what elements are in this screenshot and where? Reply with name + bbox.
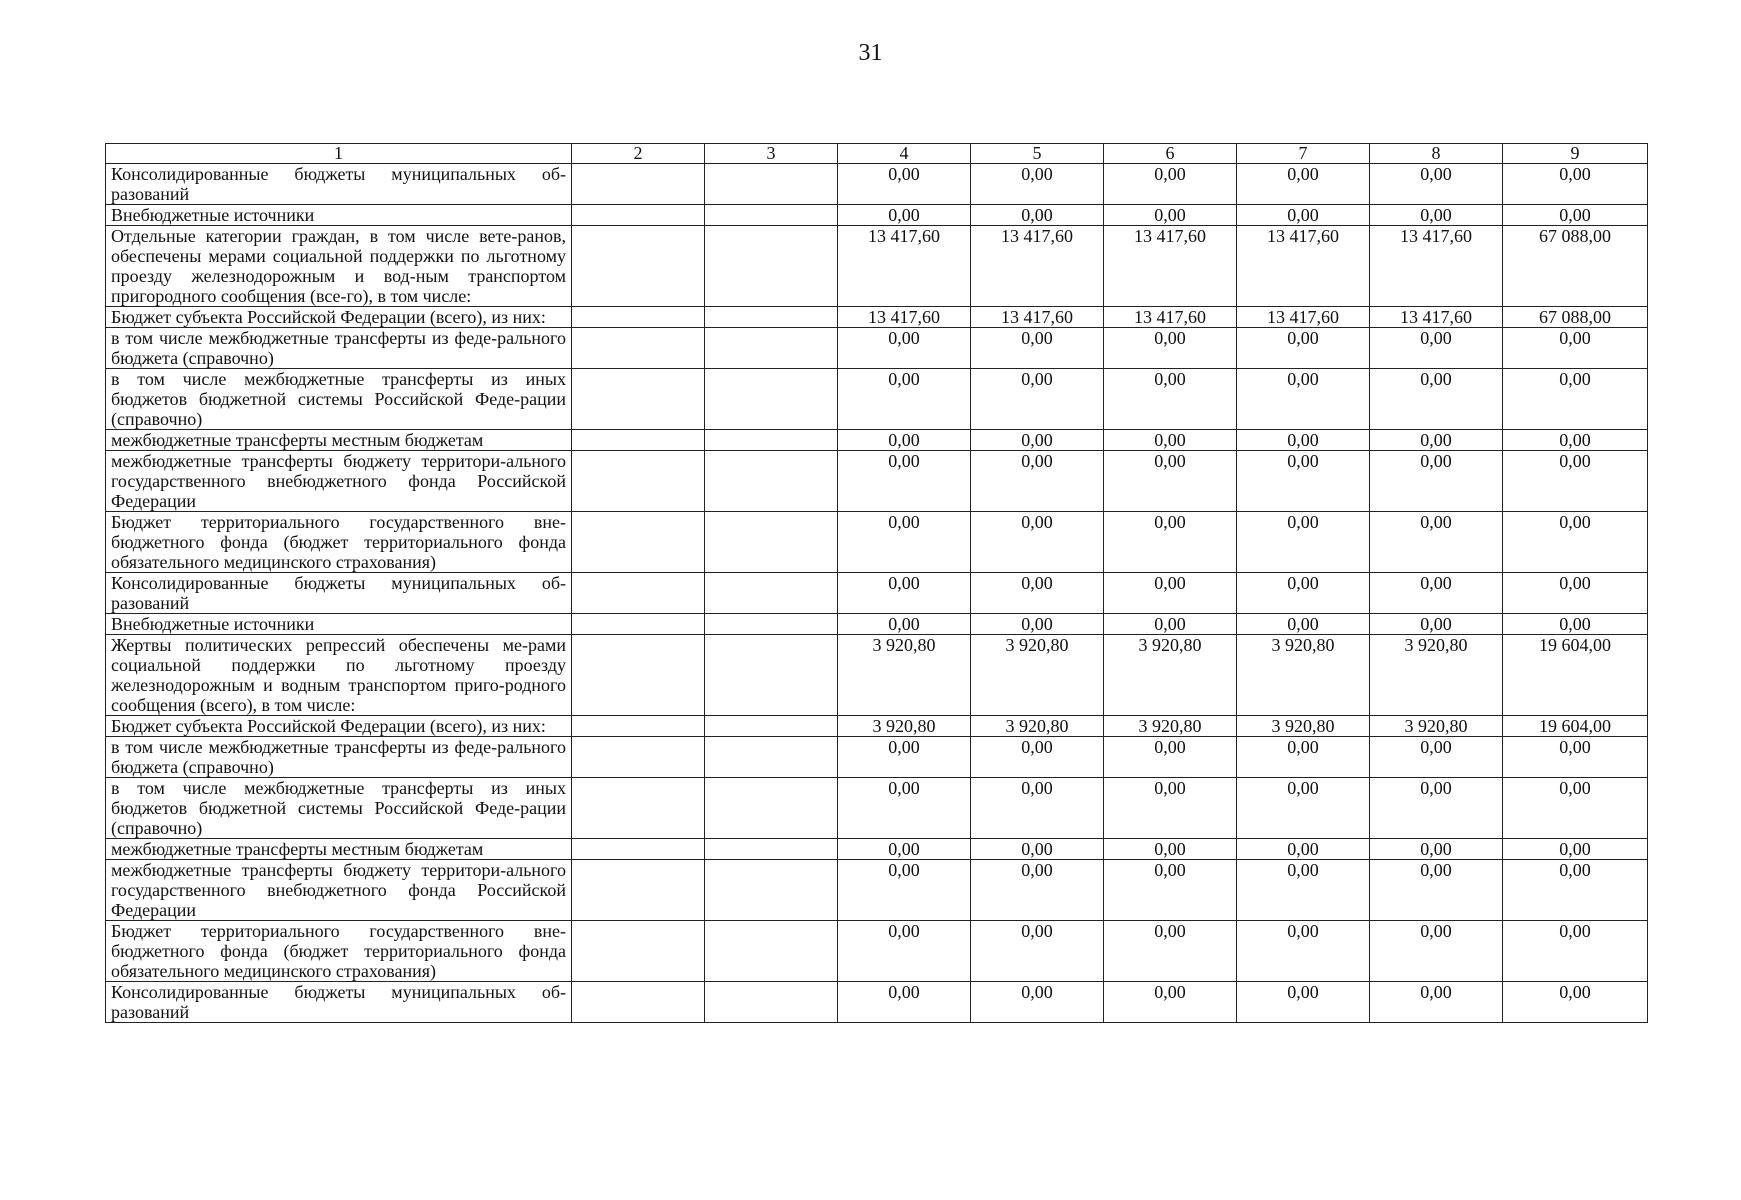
table-row	[106, 430, 1648, 451]
value-cell: 3 920,80	[1104, 716, 1237, 737]
empty-cell	[572, 839, 705, 860]
table-row	[106, 164, 1648, 205]
table-row	[106, 860, 1648, 921]
empty-cell	[572, 164, 705, 205]
value-cell: 0,00	[1503, 164, 1648, 205]
value-cell: 0,00	[971, 512, 1104, 573]
value-cell: 0,00	[1237, 860, 1370, 921]
value-cell: 0,00	[1237, 839, 1370, 860]
value-cell: 0,00	[1237, 982, 1370, 1023]
value-cell: 0,00	[1503, 328, 1648, 369]
value-cell: 0,00	[1503, 778, 1648, 839]
empty-cell	[705, 716, 838, 737]
value-cell: 0,00	[971, 205, 1104, 226]
value-cell: 0,00	[1104, 205, 1237, 226]
value-cell: 0,00	[1104, 982, 1237, 1023]
value-cell: 0,00	[1370, 614, 1503, 635]
empty-cell	[705, 635, 838, 716]
value-cell: 0,00	[971, 860, 1104, 921]
empty-cell	[572, 778, 705, 839]
value-cell: 3 920,80	[1370, 635, 1503, 716]
value-cell: 0,00	[1503, 982, 1648, 1023]
empty-cell	[572, 921, 705, 982]
empty-cell	[705, 982, 838, 1023]
value-cell: 0,00	[1237, 205, 1370, 226]
row-label: Бюджет территориального государственного вне-бюджетного фонда (бюджет территориального фонда обязательного медицинского страхования)	[106, 512, 572, 573]
value-cell: 3 920,80	[971, 716, 1104, 737]
row-label: Бюджет субъекта Российской Федерации (всего), из них:	[106, 307, 572, 328]
value-cell: 0,00	[971, 778, 1104, 839]
row-label: в том числе межбюджетные трансферты из феде-рального бюджета (справочно)	[106, 328, 572, 369]
value-cell: 0,00	[971, 430, 1104, 451]
budget-table	[105, 143, 1648, 1023]
value-cell: 0,00	[971, 982, 1104, 1023]
header-row	[106, 144, 1648, 164]
row-label: Отдельные категории граждан, в том числе вете-ранов, обеспечены мерами социальной поддержки по льготному проезду железнодорожным и вод-ным транспортом пригородного сообщения (все-го), в том числе:	[106, 226, 572, 307]
value-cell: 0,00	[1503, 737, 1648, 778]
value-cell: 0,00	[1237, 451, 1370, 512]
value-cell: 0,00	[1237, 921, 1370, 982]
table-row	[106, 512, 1648, 573]
column-header: 3	[705, 144, 838, 164]
row-label: Жертвы политических репрессий обеспечены ме-рами социальной поддержки по льготному проезду железнодорожным и водным транспортом приго-родного сообщения (всего), в том числе:	[106, 635, 572, 716]
empty-cell	[705, 512, 838, 573]
row-label: Консолидированные бюджеты муниципальных об-разований	[106, 982, 572, 1023]
value-cell: 3 920,80	[838, 635, 971, 716]
value-cell: 0,00	[1237, 737, 1370, 778]
value-cell: 0,00	[1237, 430, 1370, 451]
empty-cell	[705, 839, 838, 860]
row-label: Бюджет субъекта Российской Федерации (всего), из них:	[106, 716, 572, 737]
column-header: 6	[1104, 144, 1237, 164]
empty-cell	[705, 328, 838, 369]
value-cell: 0,00	[1237, 328, 1370, 369]
value-cell: 0,00	[1503, 451, 1648, 512]
empty-cell	[572, 307, 705, 328]
value-cell: 13 417,60	[838, 307, 971, 328]
value-cell: 0,00	[1104, 921, 1237, 982]
value-cell: 0,00	[1503, 573, 1648, 614]
empty-cell	[572, 982, 705, 1023]
value-cell: 0,00	[1370, 205, 1503, 226]
empty-cell	[705, 430, 838, 451]
row-label: Бюджет территориального государственного вне-бюджетного фонда (бюджет территориального фонда обязательного медицинского страхования)	[106, 921, 572, 982]
value-cell: 0,00	[838, 614, 971, 635]
value-cell: 0,00	[838, 328, 971, 369]
value-cell: 0,00	[1503, 839, 1648, 860]
table-row	[106, 982, 1648, 1023]
empty-cell	[705, 860, 838, 921]
value-cell: 0,00	[838, 860, 971, 921]
value-cell: 0,00	[971, 328, 1104, 369]
table-row	[106, 451, 1648, 512]
value-cell: 0,00	[1237, 614, 1370, 635]
table-row	[106, 307, 1648, 328]
value-cell: 0,00	[1104, 573, 1237, 614]
empty-cell	[572, 635, 705, 716]
value-cell: 0,00	[1503, 205, 1648, 226]
empty-cell	[705, 226, 838, 307]
table-row	[106, 921, 1648, 982]
value-cell: 0,00	[1370, 430, 1503, 451]
value-cell: 0,00	[971, 573, 1104, 614]
value-cell: 0,00	[838, 737, 971, 778]
empty-cell	[572, 860, 705, 921]
table-row	[106, 369, 1648, 430]
table-row	[106, 614, 1648, 635]
table-body	[106, 164, 1648, 1023]
value-cell: 0,00	[1104, 328, 1237, 369]
value-cell: 0,00	[838, 982, 971, 1023]
value-cell: 3 920,80	[1237, 716, 1370, 737]
value-cell: 0,00	[1370, 164, 1503, 205]
value-cell: 13 417,60	[971, 226, 1104, 307]
value-cell: 0,00	[1104, 451, 1237, 512]
value-cell: 13 417,60	[1237, 226, 1370, 307]
value-cell: 19 604,00	[1503, 716, 1648, 737]
value-cell: 0,00	[1370, 839, 1503, 860]
empty-cell	[572, 226, 705, 307]
empty-cell	[572, 716, 705, 737]
row-label: Консолидированные бюджеты муниципальных об-разований	[106, 573, 572, 614]
table-row	[106, 839, 1648, 860]
value-cell: 0,00	[1503, 921, 1648, 982]
value-cell: 0,00	[838, 921, 971, 982]
row-label: в том числе межбюджетные трансферты из иных бюджетов бюджетной системы Российской Феде-рации (справочно)	[106, 369, 572, 430]
value-cell: 0,00	[1370, 451, 1503, 512]
value-cell: 0,00	[838, 512, 971, 573]
row-label: межбюджетные трансферты местным бюджетам	[106, 430, 572, 451]
row-label: в том числе межбюджетные трансферты из иных бюджетов бюджетной системы Российской Феде-рации (справочно)	[106, 778, 572, 839]
value-cell: 0,00	[1104, 614, 1237, 635]
empty-cell	[572, 430, 705, 451]
table-row	[106, 328, 1648, 369]
value-cell: 0,00	[1370, 328, 1503, 369]
value-cell: 0,00	[971, 164, 1104, 205]
value-cell: 0,00	[1104, 369, 1237, 430]
value-cell: 0,00	[1370, 860, 1503, 921]
value-cell: 0,00	[1370, 982, 1503, 1023]
value-cell: 0,00	[1237, 573, 1370, 614]
table-row	[106, 205, 1648, 226]
value-cell: 0,00	[1370, 512, 1503, 573]
empty-cell	[705, 614, 838, 635]
column-header: 8	[1370, 144, 1503, 164]
empty-cell	[705, 205, 838, 226]
value-cell: 13 417,60	[1370, 307, 1503, 328]
empty-cell	[705, 307, 838, 328]
value-cell: 0,00	[838, 839, 971, 860]
value-cell: 0,00	[1370, 369, 1503, 430]
value-cell: 0,00	[1237, 512, 1370, 573]
column-header: 9	[1503, 144, 1648, 164]
table-row	[106, 226, 1648, 307]
empty-cell	[572, 328, 705, 369]
row-label: Консолидированные бюджеты муниципальных об-разований	[106, 164, 572, 205]
value-cell: 3 920,80	[1104, 635, 1237, 716]
value-cell: 0,00	[971, 369, 1104, 430]
empty-cell	[572, 737, 705, 778]
value-cell: 0,00	[1503, 369, 1648, 430]
value-cell: 0,00	[971, 614, 1104, 635]
value-cell: 0,00	[1104, 860, 1237, 921]
table-row	[106, 737, 1648, 778]
row-label: межбюджетные трансферты бюджету территори-ального государственного внебюджетного фонда Российской Федерации	[106, 451, 572, 512]
value-cell: 0,00	[1237, 369, 1370, 430]
value-cell: 0,00	[1503, 614, 1648, 635]
row-label: межбюджетные трансферты бюджету территори-ального государственного внебюджетного фонда Российской Федерации	[106, 860, 572, 921]
column-header: 5	[971, 144, 1104, 164]
value-cell: 13 417,60	[1370, 226, 1503, 307]
empty-cell	[705, 921, 838, 982]
empty-cell	[572, 614, 705, 635]
value-cell: 0,00	[838, 778, 971, 839]
table-row	[106, 573, 1648, 614]
column-header: 4	[838, 144, 971, 164]
value-cell: 0,00	[1370, 778, 1503, 839]
value-cell: 13 417,60	[1104, 307, 1237, 328]
table-row	[106, 635, 1648, 716]
value-cell: 0,00	[1370, 573, 1503, 614]
empty-cell	[572, 573, 705, 614]
empty-cell	[705, 778, 838, 839]
value-cell: 0,00	[971, 839, 1104, 860]
empty-cell	[572, 451, 705, 512]
value-cell: 0,00	[1503, 860, 1648, 921]
column-header: 7	[1237, 144, 1370, 164]
empty-cell	[705, 164, 838, 205]
row-label: межбюджетные трансферты местным бюджетам	[106, 839, 572, 860]
value-cell: 0,00	[838, 164, 971, 205]
value-cell: 0,00	[971, 921, 1104, 982]
value-cell: 0,00	[1370, 921, 1503, 982]
column-header: 1	[106, 144, 572, 164]
value-cell: 13 417,60	[1237, 307, 1370, 328]
row-label: в том числе межбюджетные трансферты из феде-рального бюджета (справочно)	[106, 737, 572, 778]
empty-cell	[705, 573, 838, 614]
value-cell: 0,00	[1237, 778, 1370, 839]
value-cell: 0,00	[838, 573, 971, 614]
value-cell: 13 417,60	[838, 226, 971, 307]
value-cell: 67 088,00	[1503, 226, 1648, 307]
value-cell: 0,00	[1104, 737, 1237, 778]
value-cell: 0,00	[1503, 512, 1648, 573]
value-cell: 13 417,60	[971, 307, 1104, 328]
empty-cell	[572, 512, 705, 573]
row-label: Внебюджетные источники	[106, 614, 572, 635]
value-cell: 67 088,00	[1503, 307, 1648, 328]
value-cell: 0,00	[1104, 839, 1237, 860]
value-cell: 0,00	[1503, 430, 1648, 451]
value-cell: 0,00	[838, 205, 971, 226]
table-row	[106, 778, 1648, 839]
page-number: 31	[858, 40, 883, 66]
empty-cell	[705, 369, 838, 430]
empty-cell	[705, 451, 838, 512]
value-cell: 0,00	[1104, 430, 1237, 451]
value-cell: 3 920,80	[838, 716, 971, 737]
value-cell: 0,00	[971, 737, 1104, 778]
value-cell: 0,00	[971, 451, 1104, 512]
empty-cell	[572, 205, 705, 226]
value-cell: 0,00	[1237, 164, 1370, 205]
value-cell: 13 417,60	[1104, 226, 1237, 307]
value-cell: 0,00	[1104, 512, 1237, 573]
value-cell: 3 920,80	[1370, 716, 1503, 737]
value-cell: 19 604,00	[1503, 635, 1648, 716]
value-cell: 0,00	[1104, 778, 1237, 839]
value-cell: 0,00	[838, 451, 971, 512]
value-cell: 0,00	[838, 369, 971, 430]
column-header: 2	[572, 144, 705, 164]
row-label: Внебюджетные источники	[106, 205, 572, 226]
value-cell: 0,00	[838, 430, 971, 451]
value-cell: 3 920,80	[1237, 635, 1370, 716]
table-row	[106, 716, 1648, 737]
value-cell: 0,00	[1104, 164, 1237, 205]
empty-cell	[572, 369, 705, 430]
empty-cell	[705, 737, 838, 778]
value-cell: 3 920,80	[971, 635, 1104, 716]
value-cell: 0,00	[1370, 737, 1503, 778]
